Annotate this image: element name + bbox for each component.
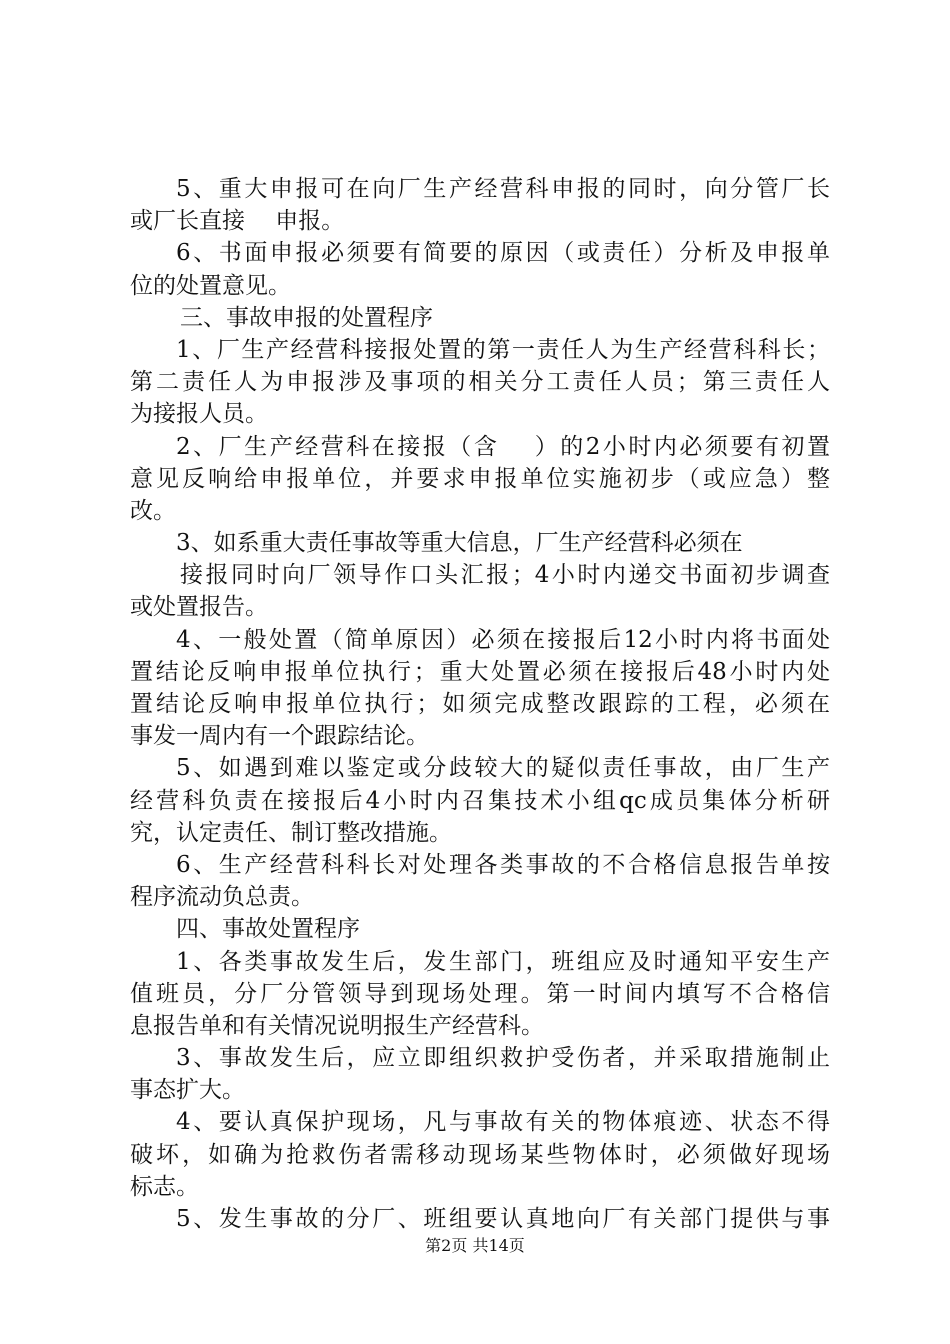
text-line: 6、书面申报必须要有简要的原因（或责任）分析及申报单: [176, 240, 830, 267]
text-line: 置结论反响申报单位执行；重大处置必须在接报后48小时内处: [130, 658, 830, 685]
text-line: 究，认定责任、制订整改措施。: [130, 819, 452, 846]
text-line: 接报同时向厂领导作口头汇报；4小时内递交书面初步调查: [180, 562, 830, 589]
text-line: 四、事故处置程序: [176, 916, 360, 943]
text-line: 3、事故发生后，应立即组织救护受伤者，并采取措施制止: [176, 1045, 830, 1072]
text-line: 3、如系重大责任事故等重大信息，厂生产经营科必须在: [176, 530, 743, 557]
text-line: 标志。: [130, 1173, 199, 1200]
text-line: 经营科负责在接报后4小时内召集技术小组qc成员集体分析研: [130, 787, 830, 814]
text-line: 或处置报告。: [130, 594, 268, 621]
text-line: 或厂长直接 申报。: [130, 208, 345, 235]
text-line: 事发一周内有一个跟踪结论。: [130, 723, 429, 750]
text-line: 第二责任人为申报涉及事项的相关分工责任人员；第三责任人: [130, 369, 830, 396]
document-body: [130, 173, 830, 1235]
text-line: 程序流动负总责。: [130, 884, 314, 911]
text-line: 1、各类事故发生后，发生部门，班组应及时通知平安生产: [176, 948, 830, 975]
text-line: 5、重大申报可在向厂生产经营科申报的同时，向分管厂长: [176, 176, 830, 202]
page-number-label: 第2页 共14页: [425, 1236, 525, 1255]
text-line: 为接报人员。: [130, 401, 268, 428]
text-line: 6、生产经营科科长对处理各类事故的不合格信息报告单按: [176, 851, 830, 878]
text-line: 息报告单和有关情况说明报生产经营科。: [130, 1012, 544, 1039]
text-line: 置结论反响申报单位执行；如须完成整改跟踪的工程，必须在: [130, 691, 830, 717]
text-line: 三、事故申报的处置程序: [180, 304, 433, 331]
text-line: 4、一般处置（简单原因）必须在接报后12小时内将书面处: [176, 626, 830, 653]
text-line: 4、要认真保护现场，凡与事故有关的物体痕迹、状态不得: [176, 1109, 830, 1136]
text-line: 意见反响给申报单位，并要求申报单位实施初步（或应急）整: [130, 465, 830, 492]
text-line: 位的处置意见。: [130, 272, 291, 299]
text-line: 2、厂生产经营科在接报（含 ）的2小时内必须要有初置: [176, 433, 830, 460]
page-footer: [0, 1236, 950, 1256]
text-line: 事态扩大。: [130, 1077, 245, 1104]
text-line: 5、如遇到难以鉴定或分歧较大的疑似责任事故，由厂生产: [176, 755, 830, 782]
text-line: 5、发生事故的分厂、班组要认真地向厂有关部门提供与事: [176, 1206, 830, 1232]
text-line: 改。: [130, 497, 176, 524]
text-line: 破坏，如确为抢救伤者需移动现场某些物体时，必须做好现场: [130, 1141, 830, 1168]
text-line: 值班员，分厂分管领导到现场处理。第一时间内填写不合格信: [130, 980, 830, 1007]
text-line: 1、厂生产经营科接报处置的第一责任人为生产经营科科长；: [176, 336, 830, 363]
